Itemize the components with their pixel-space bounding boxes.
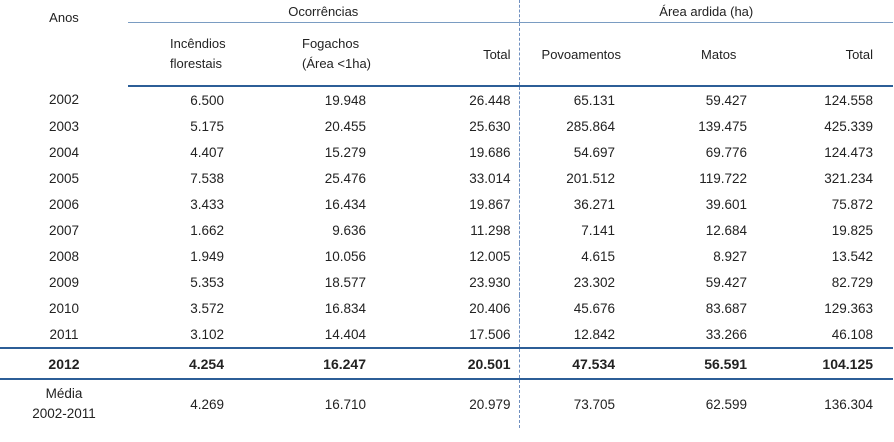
- shrubland-cell: 69.776: [705, 144, 748, 160]
- table-row: [0, 217, 893, 243]
- average-label-line2: 2002-2011: [32, 406, 96, 421]
- forest-fires-cell: 4.254: [128, 348, 250, 379]
- average-label-cell: [0, 379, 128, 428]
- year-cell: 2003: [48, 118, 80, 134]
- small-fires-cell: 16.247: [250, 348, 392, 379]
- forest-fires-header-line2: florestais: [170, 56, 223, 71]
- shrubland-cell: 139.475: [698, 118, 748, 134]
- area-total-header: Total: [777, 23, 893, 87]
- year-cell: 2012: [0, 348, 128, 379]
- occurrences-total-cell: 19.867: [469, 196, 511, 212]
- table-row: [0, 269, 893, 295]
- shrubland-cell: 56.591: [649, 348, 777, 379]
- plantations-cell: 201.512: [519, 165, 649, 191]
- plantations-cell: 285.864: [519, 113, 649, 139]
- occurrences-total-cell: 26.448: [469, 92, 511, 108]
- forest-fires-header-line1: Incêndios: [170, 36, 226, 51]
- occurrences-total-cell: 12.005: [469, 248, 511, 264]
- occurrences-total-cell: 11.298: [470, 222, 511, 238]
- small-fires-cell: 10.056: [324, 248, 366, 264]
- year-cell: 2002: [48, 92, 80, 107]
- table-row: [0, 113, 893, 139]
- data-rows: [0, 86, 893, 348]
- forest-fires-cell: 5.175: [190, 118, 224, 134]
- area-total-cell: 46.108: [831, 326, 874, 342]
- occurrences-total-cell: 20.979: [469, 396, 511, 412]
- small-fires-header: [250, 23, 392, 87]
- small-fires-cell: 20.455: [324, 118, 366, 134]
- area-total-cell: 425.339: [824, 118, 874, 134]
- table-row: [0, 165, 893, 191]
- plantations-cell: 65.131: [519, 86, 649, 113]
- highlight-row-2012: [0, 348, 893, 379]
- forest-fires-cell: 1.949: [190, 248, 224, 264]
- small-fires-cell: 18.577: [324, 274, 366, 290]
- header-row-columns: [0, 23, 893, 87]
- year-cell: 2004: [48, 144, 80, 160]
- area-total-cell: 104.125: [777, 348, 893, 379]
- area-total-cell: 75.872: [831, 196, 874, 212]
- area-total-cell: 321.234: [824, 170, 874, 186]
- burnt-area-group-header: Área ardida (ha): [519, 0, 893, 23]
- small-fires-header-line1: Fogachos: [302, 36, 360, 51]
- years-header: Anos: [49, 10, 79, 25]
- small-fires-cell: 15.279: [324, 144, 366, 160]
- plantations-cell: 54.697: [519, 139, 649, 165]
- forest-fires-cell: 4.407: [190, 144, 224, 160]
- shrubland-cell: 12.684: [705, 222, 748, 238]
- average-row: [0, 379, 893, 428]
- small-fires-cell: 14.404: [324, 326, 366, 342]
- table-row: [0, 139, 893, 165]
- year-cell: 2007: [48, 222, 80, 238]
- occurrences-total-cell: 25.630: [469, 118, 511, 134]
- plantations-cell: 47.534: [519, 348, 649, 379]
- small-fires-header-line2: (Área <1ha): [302, 56, 372, 71]
- forest-fires-cell: 3.572: [190, 300, 224, 316]
- forest-fires-cell: 7.538: [190, 170, 224, 186]
- shrubland-cell: 83.687: [705, 300, 748, 316]
- forest-fires-cell: 4.269: [190, 396, 224, 412]
- plantations-cell: 45.676: [519, 295, 649, 321]
- area-total-cell: 124.473: [824, 144, 874, 160]
- occurrences-total-cell: 23.930: [469, 274, 511, 290]
- plantations-cell: 7.141: [519, 217, 649, 243]
- year-cell: 2006: [48, 196, 80, 212]
- occurrences-total-header: Total: [392, 23, 519, 87]
- small-fires-cell: 16.834: [324, 300, 366, 316]
- occurrences-group-header: Ocorrências: [128, 0, 519, 23]
- small-fires-cell: 9.636: [332, 222, 366, 238]
- occurrences-total-cell: 19.686: [469, 144, 511, 160]
- year-cell: 2008: [48, 248, 80, 264]
- shrubland-cell: 59.427: [705, 274, 748, 290]
- plantations-cell: 12.842: [519, 321, 649, 348]
- forest-fires-cell: 5.353: [190, 274, 224, 290]
- area-total-cell: 13.542: [831, 248, 874, 264]
- plantations-cell: 23.302: [519, 269, 649, 295]
- table-row: [0, 295, 893, 321]
- small-fires-cell: 16.710: [324, 396, 366, 412]
- area-total-cell: 82.729: [831, 274, 874, 290]
- occurrences-total-cell: 33.014: [469, 170, 511, 186]
- year-cell: 2011: [49, 326, 79, 342]
- area-total-cell: 129.363: [824, 300, 874, 316]
- year-cell: 2005: [48, 170, 80, 186]
- occurrences-total-cell: 17.506: [469, 326, 511, 342]
- occurrences-total-cell: 20.406: [469, 300, 511, 316]
- average-label-line1: Média: [45, 386, 83, 401]
- occurrences-total-cell: 20.501: [392, 348, 519, 379]
- plantations-header: Povoamentos: [519, 23, 649, 87]
- forest-fires-cell: 3.102: [190, 326, 224, 342]
- shrubland-header: Matos: [649, 23, 777, 87]
- table-row: [0, 321, 893, 348]
- area-total-cell: 136.304: [824, 396, 874, 412]
- shrubland-cell: 39.601: [705, 196, 748, 212]
- small-fires-cell: 25.476: [324, 170, 366, 186]
- area-total-cell: 19.825: [831, 222, 874, 238]
- plantations-cell: 4.615: [519, 243, 649, 269]
- forest-fires-cell: 3.433: [190, 196, 224, 212]
- shrubland-cell: 119.722: [699, 170, 748, 186]
- area-total-cell: 124.558: [824, 92, 874, 108]
- shrubland-cell: 8.927: [713, 248, 748, 264]
- table-row: [0, 191, 893, 217]
- small-fires-cell: 16.434: [324, 196, 366, 212]
- plantations-cell: 73.705: [519, 379, 649, 428]
- plantations-cell: 36.271: [519, 191, 649, 217]
- table-row: [0, 86, 893, 113]
- forest-fires-header: [128, 23, 250, 87]
- header-row-groups: [0, 0, 893, 23]
- year-cell: 2010: [48, 300, 80, 316]
- forest-fires-cell: 1.662: [190, 222, 224, 238]
- table-row: [0, 243, 893, 269]
- shrubland-cell: 62.599: [705, 396, 748, 412]
- small-fires-cell: 19.948: [324, 92, 366, 108]
- shrubland-cell: 33.266: [705, 326, 748, 342]
- shrubland-cell: 59.427: [705, 92, 748, 108]
- year-cell: 2009: [48, 274, 80, 290]
- forest-fires-cell: 6.500: [190, 92, 224, 108]
